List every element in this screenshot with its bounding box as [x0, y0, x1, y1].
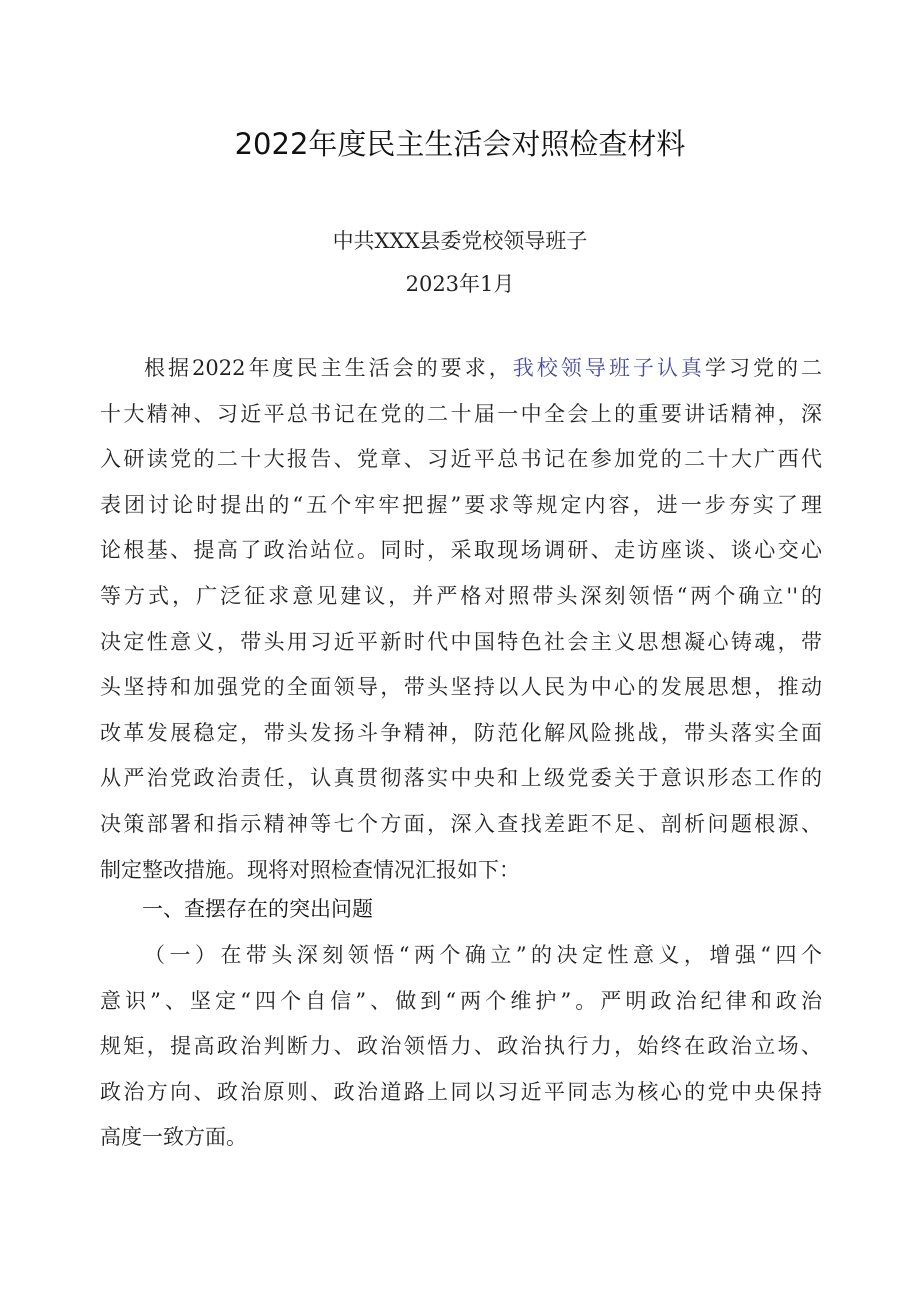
document-title: 2022年度民主生活会对照检查材料 — [234, 127, 686, 161]
paragraph-line: 高度一致方面。 — [100, 1125, 247, 1150]
paragraph-line: 决策部署和指示精神等七个方面，深入查找差距不足、剖析问题根源、 — [100, 811, 822, 836]
paragraph-line: 政治方向、政治原则、政治道路上同以习近平同志为核心的党中央保持 — [100, 1079, 822, 1104]
paragraph-line: 等方式，广泛征求意见建议，并严格对照带头深刻领悟“两个确立''的 — [100, 583, 822, 608]
paragraph-line: （一）在带头深刻领悟“两个确立”的决定性意义，增强“四个 — [144, 943, 822, 967]
intro-paragraph — [100, 346, 822, 893]
paragraph-line: 从严治党政治责任，认真贯彻落实中央和上级党委关于意识形态工作的 — [100, 766, 822, 791]
paragraph-line: 论根基、提高了政治站位。同时，采取现场调研、走访座谈、谈心交心 — [100, 538, 822, 563]
intro-text-highlight: 我校领导班子认真 — [512, 356, 705, 380]
subsection-paragraph — [100, 933, 822, 1161]
intro-text-post: 学习党的二 — [704, 356, 822, 380]
paragraph-line: 改革发展稳定，带头发扬斗争精神，防范化解风险挑战，带头落实全面 — [100, 720, 822, 745]
document-org: 中共XXX县委党校领导班子 — [332, 229, 588, 253]
document-date: 2023年1月 — [405, 272, 515, 296]
paragraph-line: 制定整改措施。现将对照检查情况汇报如下： — [100, 857, 520, 882]
paragraph-line: 意识”、坚定“四个自信”、做到“两个维护”。严明政治纪律和政治 — [100, 988, 822, 1013]
section-heading: 一、查摆存在的突出问题 — [142, 897, 373, 921]
paragraph-line: 表团讨论时提出的“五个牢牢把握”要求等规定内容，进一步夯实了理 — [100, 492, 822, 517]
intro-text-pre: 根据2022年度民主生活会的要求， — [144, 356, 513, 380]
paragraph-line: 十大精神、习近平总书记在党的二十届一中全会上的重要讲话精神，深 — [100, 401, 822, 426]
paragraph-line: 决定性意义，带头用习近平新时代中国特色社会主义思想凝心铸魂，带 — [100, 629, 822, 654]
paragraph-line — [100, 346, 822, 392]
paragraph-line: 规矩，提高政治判断力、政治领悟力、政治执行力，始终在政治立场、 — [100, 1034, 822, 1059]
paragraph-line: 入研读党的二十大报告、党章、习近平总书记在参加党的二十大广西代 — [100, 447, 822, 472]
paragraph-line: 头坚持和加强党的全面领导，带头坚持以人民为中心的发展思想，推动 — [100, 675, 822, 700]
